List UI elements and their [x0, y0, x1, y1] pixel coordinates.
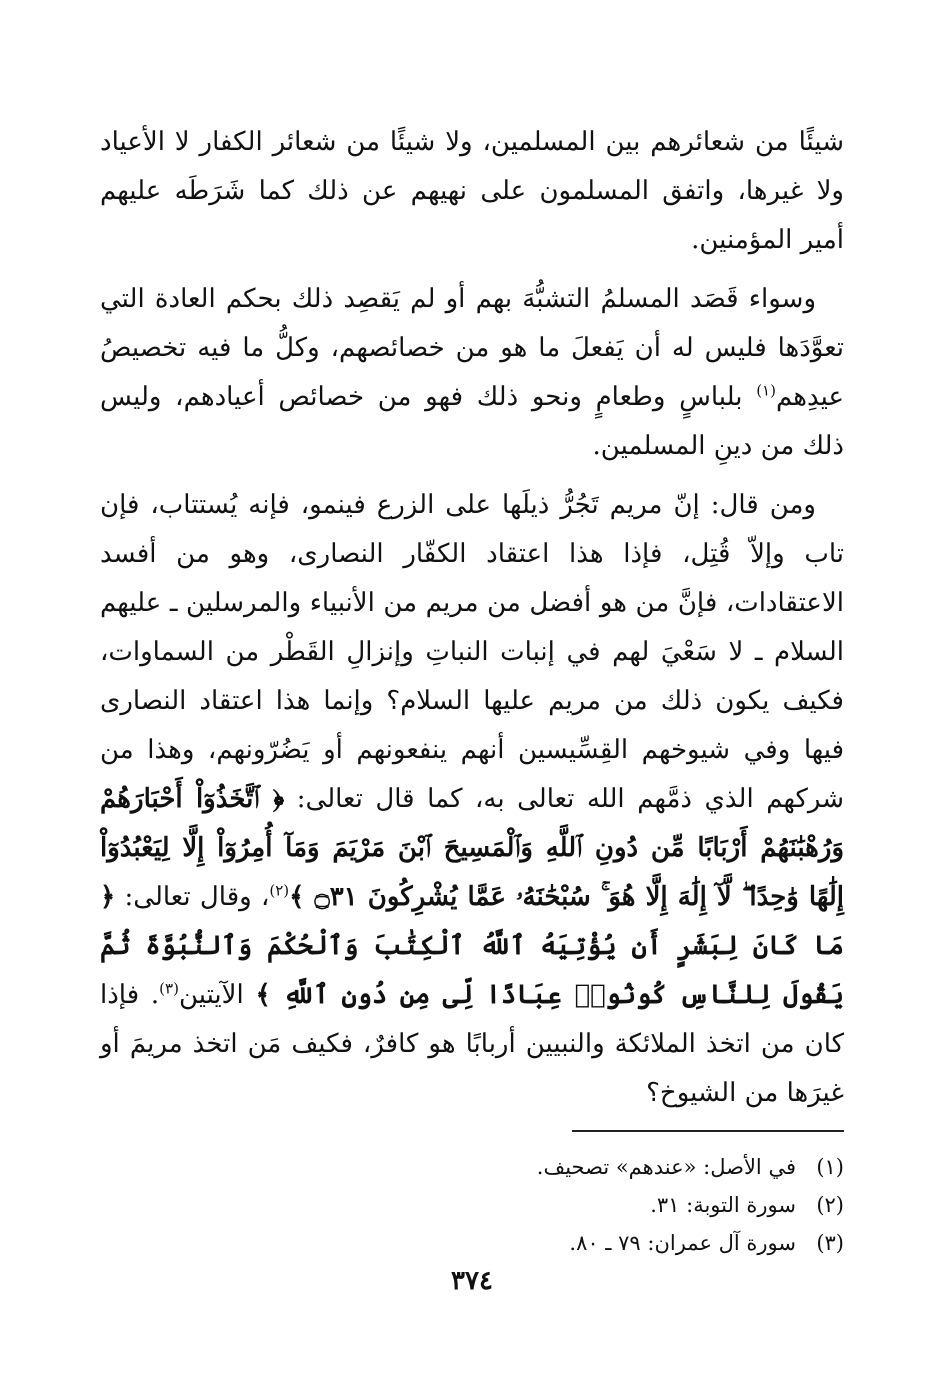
- footnote-1: [100, 1148, 844, 1186]
- paragraph-3-text-after: . فإذا كان من اتخذ الملائكة والنبيين أربابًا هو كافرٌ، فكيف مَن اتخذ مريمَ أو غيرَها من الشيوخ؟: [100, 980, 844, 1108]
- footnote-2: [100, 1186, 844, 1224]
- footnote-ref-3: (٣): [159, 979, 179, 998]
- paragraph-3-text-middle: ، وقال تعالى:: [115, 882, 270, 912]
- paragraph-2: [100, 275, 844, 471]
- footnote-text: سورة آل عمران: ٧٩ ـ ٨٠.: [569, 1231, 796, 1255]
- footnote-text: في الأصل: «عندهم» تصحيف.: [536, 1155, 796, 1179]
- quran-verse-tawbah: ﴿ ٱتَّخَذُوٓاْ أَحْبَارَهُمْ وَرُهْبَٰنَهُمْ أَرْبَابًا مِّن دُونِ ٱللَّهِ وَٱلْمَسِيحَ ٱبْنَ مَرْيَمَ وَمَآ أُمِرُوٓاْ إِلَّا لِيَعْبُدُوٓاْ إِلَٰهًا وَٰحِدًا ۖ لَّآ إِلَٰهَ إِلَّا هُوَ ۚ سُبْحَٰنَهُۥ عَمَّا يُشْرِكُونَ ۝٣١ ﴾: [100, 784, 844, 912]
- paragraph-1-text: شيئًا من شعائرهم بين المسلمين، ولا شيئًا من شعائر الكفار لا الأعياد ولا غيرها، واتفق المسلمون على نهيهم عن ذلك كما شَرَطَه عليهم أمير المؤمنين.: [100, 127, 844, 255]
- footnote-number: (١): [816, 1155, 844, 1179]
- paragraph-2-text-after: بلباسٍ وطعامٍ ونحو ذلك فهو من خصائص أعيادهم، وليس ذلك من دينِ المسلمين.: [100, 382, 844, 461]
- footnote-ref-2: (٢): [269, 881, 290, 900]
- quran-verse-al-imran: ﴿ مَا كَانَ لِبَشَرٍ أَن يُؤْتِيَهُ ٱللَّهُ ٱلْكِتَٰبَ وَٱلْحُكْمَ وَٱلنُّبُوَّةَ ثُمَّ يَقُولَ لِلنَّاسِ كُونُوا۟ عِبَادًا لِّى مِن دُونِ ٱللَّهِ ﴾: [100, 882, 844, 1010]
- footnote-number: (٢): [816, 1193, 844, 1217]
- page-number: ٣٧٤: [451, 1266, 493, 1296]
- footnotes: [100, 1148, 844, 1262]
- footnote-ref-1: (١): [756, 381, 776, 400]
- footnote-divider: [572, 1130, 844, 1132]
- paragraph-1: [100, 118, 844, 265]
- footnote-text: سورة التوبة: ٣١.: [650, 1193, 796, 1217]
- book-page: [100, 118, 844, 1358]
- paragraph-2-text-before: وسواء قَصَد المسلمُ التشبُّهَ بهم أو لم يَقصِد ذلك بحكم العادة التي تعوَّدَها فليس له أن يَفعلَ ما هو من خصائصهم، وكلُّ ما فيه تخصيصُ عيدِهم: [100, 284, 844, 412]
- paragraph-3: [100, 481, 844, 1118]
- footnote-number: (٣): [816, 1231, 844, 1255]
- paragraph-3-ayatayn: الآيتين: [178, 980, 256, 1010]
- footnote-3: [100, 1224, 844, 1262]
- paragraph-3-text-before: ومن قال: إنّ مريم تَجُرُّ ذيلَها على الزرع فينمو، فإنه يُستتاب، فإن تاب وإلاّ قُتِل، فإذا هذا اعتقاد الكفّار النصارى، وهو من أفسد الاعتقادات، فإنَّ من هو أفضل من مريم من الأنبياء والمرسلين ـ عليهم السلام ـ لا سَعْيَ لهم في إنبات النباتِ وإنزالِ القَطْر من السماوات، فكيف يكون ذلك من مريم عليها السلام؟ وإنما هذا اعتقاد النصارى فيها وفي شيوخهم القِسِّيسين أنهم ينفعونهم أو يَضُرّونهم، وهذا من شركهم الذي ذمَّهم الله تعالى به، كما قال تعالى:: [100, 490, 845, 814]
- main-text: [100, 118, 844, 1118]
